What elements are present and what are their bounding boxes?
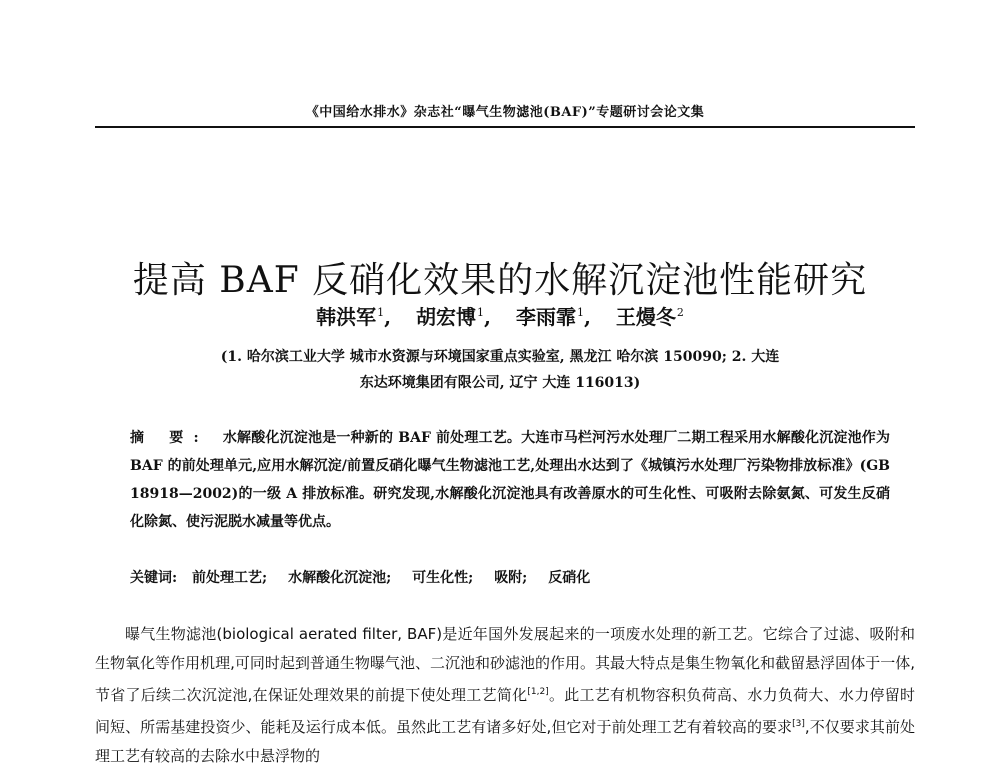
abstract [130,424,890,536]
author-name: 李雨霏 [515,305,576,329]
author-affiliation-mark: 2 [676,306,684,320]
abstract-text: 水解酸化沉淀池是一种新的 BAF 前处理工艺。大连市马栏河污水处理厂二期工程采用水解酸化沉淀池作为 BAF 的前处理单元,应用水解沉淀/前置反硝化曝气生物滤池工艺,处理出水达到了《城镇污水处理厂污染物排放标准》(GB 18918—2002)的一级 A 排放标准。研究发现,水解酸化沉淀池具有改善原水的可生化性、可吸附去除氨氮、可发生反硝化除氮、使污泥脱水减量等优点。 [130,430,890,530]
affiliations [60,344,940,396]
body-paragraph [95,620,915,771]
header-rule [95,126,915,128]
keyword: 反硝化 [548,570,591,586]
citation: [3] [792,719,805,729]
keyword: 水解酸化沉淀池; [288,570,392,586]
keyword: 可生化性; [412,570,474,586]
author-name: 王熳冬 [615,305,676,329]
abstract-label: 摘 要: [130,430,209,446]
affiliation-line: 东达环境集团有限公司, 辽宁 大连 116013) [359,375,641,391]
body-text-run: 。此工艺有机物容积负荷高、水力负荷大、水力停留时间短、所需基建投资少、能耗及运行成本低。虽然此工艺有诸多好处,但它对于前处理工艺有着较高的要求 [95,686,915,736]
citation: [1,2] [527,687,549,697]
author-name: 韩洪军 [316,305,377,329]
running-header: 《中国给水排水》杂志社“曝气生物滤池(BAF)”专题研讨会论文集 [305,105,705,120]
author-affiliation-mark: 1 [377,306,385,320]
body-text-run: ,不仅要求其前处理工艺有较高的去除水中悬浮物的 [95,718,915,765]
author-affiliation-mark: 1 [477,306,485,320]
keywords [130,567,890,587]
keyword: 前处理工艺; [192,570,268,586]
body-text [95,620,915,771]
keywords-label: 关键词: [130,570,178,586]
paper-title: 提高 BAF 反硝化效果的水解沉淀池性能研究 [132,260,868,302]
keyword: 吸附; [494,570,528,586]
author-affiliation-mark: 1 [576,306,584,320]
affiliation-line: (1. 哈尔滨工业大学 城市水资源与环境国家重点实验室, 黑龙江 哈尔滨 150090; 2. 大连 [220,349,780,365]
author-list: 韩洪军$^1$, 胡宏博$^1$, 李雨霏$^1$, 王熳冬$^2$ [316,305,684,329]
body-text-run: 曝气生物滤池(biological aerated filter, BAF)是近年国外发展起来的一项废水处理的新工艺。它综合了过滤、吸附和生物氧化等作用机理,可同时起到普通生物曝气池、二沉池和砂滤池的作用。其最大特点是集生物氧化和截留悬浮固体于一体,节省了后续二次沉淀池,在保证处理效果的前提下使处理工艺简化 [95,625,915,704]
author-name: 胡宏博 [416,305,477,329]
